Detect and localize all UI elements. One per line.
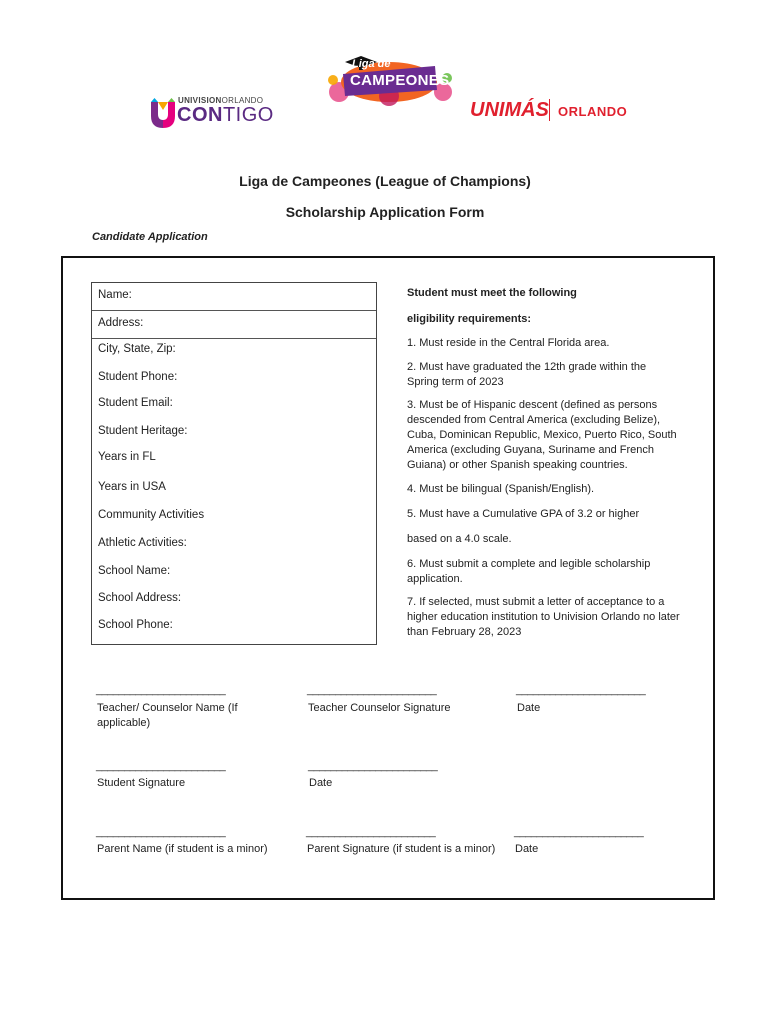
student-signature-line[interactable]: _______________________ (96, 760, 226, 772)
eligibility-item-7: 7. If selected, must submit a letter of acceptance to a higher education institution to Univision Orlando no later than February 28, 2023 (407, 596, 680, 638)
contigo-tigo: TIGO (222, 104, 274, 126)
eligibility-heading-2: eligibility requirements: (407, 313, 532, 325)
eligibility-item-4: 4. Must be bilingual (Spanish/English). (407, 483, 595, 495)
teacher-date-line[interactable]: _______________________ (516, 684, 646, 696)
field-label: Name: (98, 289, 132, 301)
athletic-activities-field[interactable] (92, 535, 376, 563)
field-label: Student Heritage: (98, 425, 188, 437)
field-label: City, State, Zip: (98, 343, 176, 355)
student-signature-label: Student Signature (97, 777, 186, 789)
parent-signature-line[interactable]: _______________________ (306, 826, 436, 838)
form-title: Liga de Campeones (League of Champions) (239, 173, 531, 189)
name-field[interactable] (92, 283, 376, 311)
school-address-field[interactable] (92, 591, 376, 619)
teacher-signature-line[interactable]: _______________________ (307, 684, 437, 696)
student-date-label: Date (309, 777, 333, 789)
years-in-fl-field[interactable] (92, 451, 376, 479)
teacher-name-label: Teacher/ Counselor Name (If applicable) (97, 702, 238, 729)
field-label: Student Email: (98, 397, 173, 409)
unimas-city: ORLANDO (558, 104, 628, 119)
univision-name: UNIVISION (178, 96, 222, 105)
field-label: School Address: (98, 592, 182, 604)
eligibility-heading-1: Student must meet the following (407, 287, 577, 299)
field-label: School Name: (98, 565, 171, 577)
field-label: Years in USA (98, 481, 166, 493)
section-label: Candidate Application (92, 231, 208, 243)
applicant-fields (91, 282, 377, 645)
student-date-line[interactable]: _______________________ (308, 760, 438, 772)
school-name-field[interactable] (92, 563, 376, 591)
eligibility-item-1: 1. Must reside in the Central Florida area. (407, 337, 610, 349)
field-label: School Phone: (98, 619, 173, 631)
unimas-logo: UNIMÁS (470, 99, 549, 121)
teacher-date-label: Date (517, 702, 541, 714)
field-label: Address: (98, 317, 144, 329)
form-subtitle: Scholarship Application Form (285, 204, 485, 220)
address-field[interactable] (92, 311, 376, 339)
parent-date-line[interactable]: _______________________ (514, 826, 644, 838)
years-in-usa-field[interactable] (92, 479, 376, 507)
student-phone-field[interactable] (92, 367, 376, 395)
teacher-signature-label: Teacher Counselor Signature (308, 702, 451, 714)
parent-name-line[interactable]: _______________________ (96, 826, 226, 838)
teacher-name-line[interactable]: _______________________ (96, 684, 226, 696)
eligibility-item-3: 3. Must be of Hispanic descent (defined as persons descended from Central America (excluding Belize), Cuba, Dominican Republic, Mexico, Puerto Rico, South America (excluding Guyana, Suriname and French Guiana) or other Spanish speaking countries. (407, 399, 677, 471)
unimas-divider (549, 99, 550, 121)
campeones-word: CAMPEONES (350, 72, 450, 89)
field-label: Community Activities (98, 509, 205, 521)
eligibility-item-5-cont: based on a 4.0 scale. (407, 533, 512, 545)
field-label: Years in FL (98, 451, 156, 463)
eligibility-item-6: 6. Must submit a complete and legible scholarship application. (407, 558, 651, 585)
liga-word: Liga de (352, 58, 391, 70)
school-phone-field[interactable] (92, 619, 376, 645)
field-label: Student Phone: (98, 371, 178, 383)
univision-city: ORLANDO (221, 96, 264, 105)
city-state-zip-field[interactable] (92, 339, 376, 367)
parent-date-label: Date (515, 843, 539, 855)
parent-name-label: Parent Name (if student is a minor) (97, 843, 268, 855)
contigo-con: CON (177, 104, 223, 126)
student-email-field[interactable] (92, 395, 376, 423)
student-heritage-field[interactable] (92, 423, 376, 451)
community-activities-field[interactable] (92, 507, 376, 535)
eligibility-item-5: 5. Must have a Cumulative GPA of 3.2 or higher (407, 508, 640, 520)
eligibility-item-2: 2. Must have graduated the 12th grade within the Spring term of 2023 (407, 361, 647, 388)
parent-signature-label: Parent Signature (if student is a minor) (307, 843, 496, 855)
field-label: Athletic Activities: (98, 537, 187, 549)
contigo-wordmark (177, 104, 274, 127)
